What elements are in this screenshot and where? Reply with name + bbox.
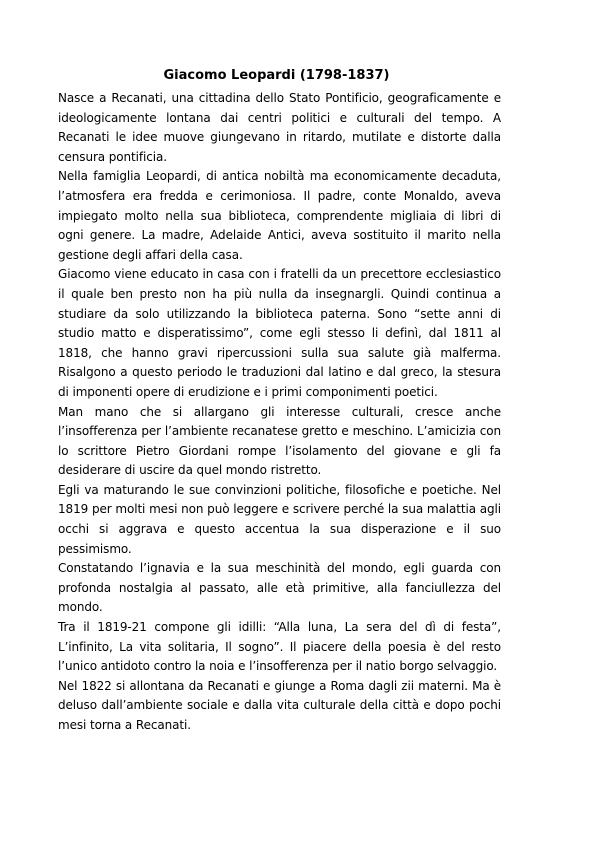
- paragraph-nostalgia: Constatando l’ignavia e la sua meschinità del mondo, egli guarda con profonda nostalgia al passato, alle età primitive, alla fanciullezza del mondo.: [58, 561, 501, 615]
- document-title: Giacomo Leopardi (1798-1837): [163, 68, 390, 83]
- paragraph-family: Nella famiglia Leopardi, di antica nobiltà ma economicamente decaduta, l’atmosfera era fredda e cerimoniosa. Il padre, conte Monaldo, aveva impiegato molto nella sua biblioteca, comprendente migliaia di libri di ogni genere. La madre, Adelaide Antici, aveva sostituito il marito nella gestione degli affari della casa.: [58, 169, 501, 262]
- paragraph-insofferenza: Man mano che si allargano gli interesse culturali, cresce anche l’insofferenza per l’ambiente recanatese gretto e meschino. L’amicizia con lo scrittore Pietro Giordani rompe l’isolamento del giovane e gli fa desiderare di uscire da quel mondo ristretto.: [58, 404, 501, 478]
- paragraph-idilli: Tra il 1819-21 compone gli idilli: “Alla luna, La sera del dì di festa”, L’infinito, La vita solitaria, Il sogno”. Il piacere della poesia è del resto l’unico antidoto contro la noia e l’insofferenza per il natio borgo selvaggio.: [58, 620, 501, 674]
- document-body: [58, 89, 501, 736]
- paragraph-birth: Nasce a Recanati, una cittadina dello Stato Pontificio, geograficamente e ideologicamente lontana dai centri politici e culturali del tempo. A Recanati le idee muove giungevano in ritardo, mutilate e distorte dalla censura pontificia.: [58, 91, 501, 164]
- paragraph-roma: Nel 1822 si allontana da Recanati e giunge a Roma dagli zii materni. Ma è deluso dall’ambiente sociale e dalla vita culturale della città e dopo pochi mesi torna a Recanati.: [58, 678, 501, 732]
- paragraph-convinzioni: Egli va maturando le sue convinzioni politiche, filosofiche e poetiche. Nel 1819 per molti mesi non può leggere e scrivere perché la sua malattia agli occhi si aggrava e questo accentua la sua disperazione e il suo pessimismo.: [58, 482, 501, 556]
- paragraph-education: Giacomo viene educato in casa con i fratelli da un precettore ecclesiastico il quale ben presto non ha più nulla da insegnargli. Quindi continua a studiare da solo utilizzando la biblioteca paterna. Sono “sette anni di studio matto e disperatissimo”, come egli stesso li definì, dal 1811 al 1818, che hanno gravi ripercussioni sulla sua salute già malferma. Risalgono a questo periodo le traduzioni dal latino e dal greco, la stesura di imponenti opere di erudizione e i primi componimenti poetici.: [58, 267, 501, 399]
